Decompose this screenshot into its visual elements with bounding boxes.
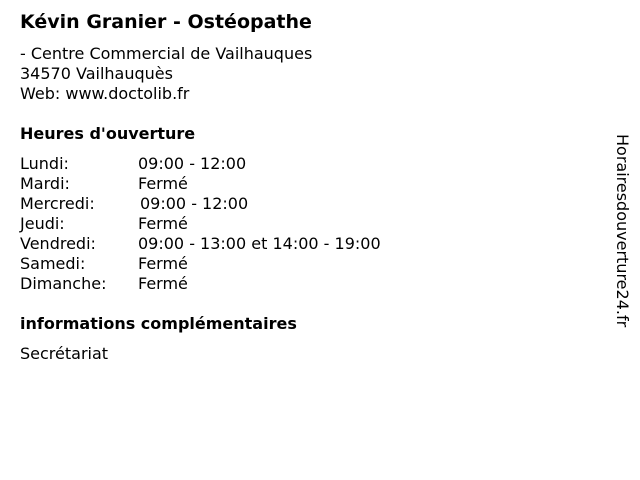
time-value: Fermé: [138, 214, 188, 233]
additional-info-heading: informations complémentaires: [20, 314, 297, 333]
day-label: Lundi:: [20, 154, 69, 173]
time-value: 09:00 - 12:00: [140, 194, 249, 213]
time-value: 09:00 - 13:00 et 14:00 - 19:00: [138, 234, 381, 253]
time-value: Fermé: [138, 274, 188, 293]
day-label: Vendredi:: [20, 234, 96, 253]
additional-info-text: Secrétariat: [20, 344, 109, 363]
address-block: [20, 44, 312, 104]
day-label: Samedi:: [20, 254, 86, 273]
site-watermark: Horairesdouverture24.fr: [613, 134, 632, 328]
day-label: Mardi:: [20, 174, 70, 193]
time-value: Fermé: [138, 174, 188, 193]
time-value: 09:00 - 12:00: [138, 154, 247, 173]
day-label: Dimanche:: [20, 274, 107, 293]
opening-hours-heading: Heures d'ouverture: [20, 124, 196, 143]
website-line[interactable]: Web: www.doctolib.fr: [20, 84, 190, 103]
day-label: Jeudi:: [20, 214, 65, 233]
time-value: Fermé: [138, 254, 188, 273]
day-label: Mercredi:: [20, 194, 95, 213]
address-line-1: - Centre Commercial de Vailhauques: [20, 44, 313, 63]
address-line-2: 34570 Vailhauquès: [20, 64, 173, 83]
page-title: Kévin Granier - Ostéopathe: [20, 11, 312, 33]
